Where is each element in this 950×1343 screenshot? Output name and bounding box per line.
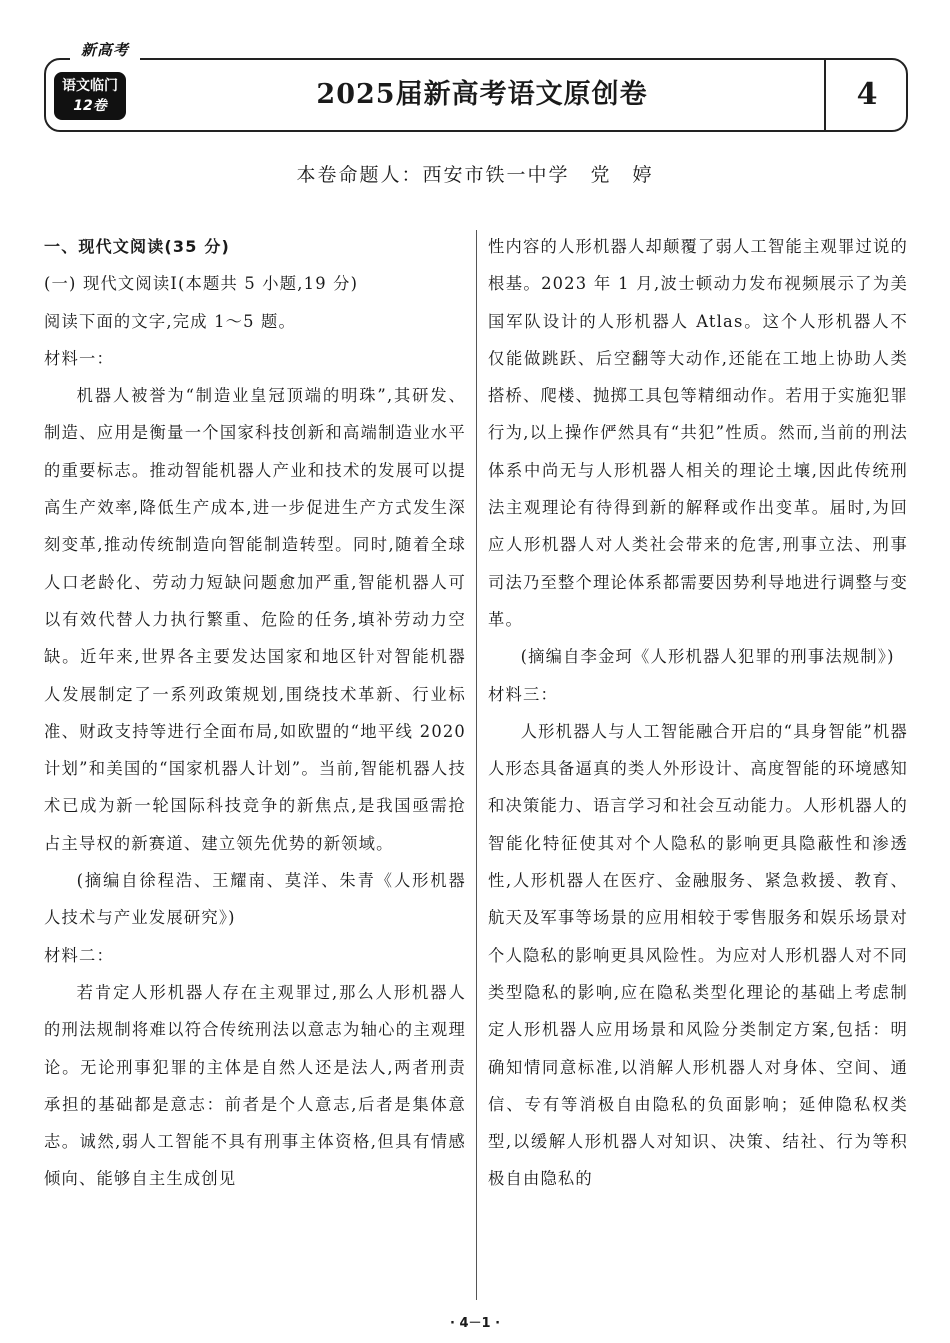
page-number: · 4－1 · [449, 1316, 501, 1331]
subsection-heading: (一) 现代文阅读Ⅰ(本题共 5 小题,19 分) [44, 274, 359, 294]
section-heading: 一、现代文阅读(35 分) [44, 237, 231, 256]
logo-line-1: 语文临门 [62, 78, 118, 94]
material-2-label: 材料二： [44, 945, 114, 965]
paper-number: 4 [856, 77, 878, 112]
author-line: 本卷命题人：西安市铁一中学 党 婷 [296, 164, 654, 186]
material-1-text: 机器人被誉为“制造业皇冠顶端的明珠”,其研发、制造、应用是衡量一个国家科技创新和高端制造业水平的重要标志。推动智能机器人产业和技术的发展可以提高生产效率,降低生产成本,进一步促进生产方式发生深刻变革,推动传统制造向智能制造转型。同时,随着全球人口老龄化、劳动力短缺问题愈加严重,智能机器人可以有效代替人力执行繁重、危险的任务,填补劳动力空缺。近年来,世界各主要发达国家和地区针对智能机器人发展制定了一系列政策规划,围绕技术革新、行业标准、财政支持等进行全面布局,如欧盟的“地平线 2020 计划”和美国的“国家机器人计划”。当前,智能机器人技术已成为新一轮国际科技竞争的新焦点,是我国亟需抢占主导权的新赛道、建立领先优势的新领域。 [44, 386, 466, 853]
left-column [44, 228, 466, 1300]
material-3-label: 材料三： [488, 684, 558, 704]
document-title: 2025届新高考语文原创卷 [316, 79, 648, 110]
instruction: 阅读下面的文字,完成 1～5 题。 [44, 311, 297, 331]
material-3-text: 人形机器人与人工智能融合开启的“具身智能”机器人形态具备逼真的类人外形设计、高度智能的环境感知和决策能力、语言学习和社会互动能力。人形机器人的智能化特征使其对个人隐私的影响更具隐蔽性和渗透性,人形机器人在医疗、金融服务、紧急救援、教育、航天及军事等场景的应用相较于零售服务和娱乐场景对个人隐私的影响更具风险性。为应对人形机器人对不同类型隐私的影响,应在隐私类型化理论的基础上考虑制定人形机器人应用场景和风险分类制定方案,包括：明确知情同意标准,以消解人形机器人对身体、空间、通信、专有等消极自由隐私的负面影响；延伸隐私权类型,以缓解人形机器人对知识、决策、结社、行为等积极自由隐私的 [488, 721, 908, 1189]
logo-top-text: 新高考 [70, 38, 140, 62]
logo-line-2: 12卷 [73, 98, 107, 114]
material-2-text: 若肯定人形机器人存在主观罪过,那么人形机器人的刑法规制将难以符合传统刑法以意志为轴心的主观理论。无论刑事犯罪的主体是自然人还是法人,两者刑责承担的基础都是意志：前者是个人意志,后者是集体意志。诚然,弱人工智能不具有刑事主体资格,但具有情感倾向、能够自主生成创见 [44, 982, 466, 1189]
column-divider [476, 230, 477, 1300]
material-1-source: (摘编自徐程浩、王耀南、莫洋、朱青《人形机器人技术与产业发展研究》) [44, 871, 466, 928]
series-logo-badge [54, 72, 126, 120]
material-1-label: 材料一： [44, 348, 114, 368]
right-column [488, 228, 908, 1300]
material-2-source: (摘编自李金珂《人形机器人犯罪的刑事法规制》) [520, 647, 895, 667]
material-2-continued: 性内容的人形机器人却颠覆了弱人工智能主观罪过说的根基。2023 年 1 月,波士顿动力发布视频展示了为美国军队设计的人形机器人 Atlas。这个人形机器人不仅能做跳跃、后空翻等大动作,还能在工地上协助人类搭桥、爬楼、抛掷工具包等精细动作。若用于实施犯罪行为,以上操作俨然具有“共犯”性质。然而,当前的刑法体系中尚无与人形机器人相关的理论土壤,因此传统刑法主观理论有待得到新的解释或作出变革。届时,为回应人形机器人对人类社会带来的危害,刑事立法、刑事司法乃至整个理论体系都需要因势利导地进行调整与变革。 [488, 237, 908, 629]
